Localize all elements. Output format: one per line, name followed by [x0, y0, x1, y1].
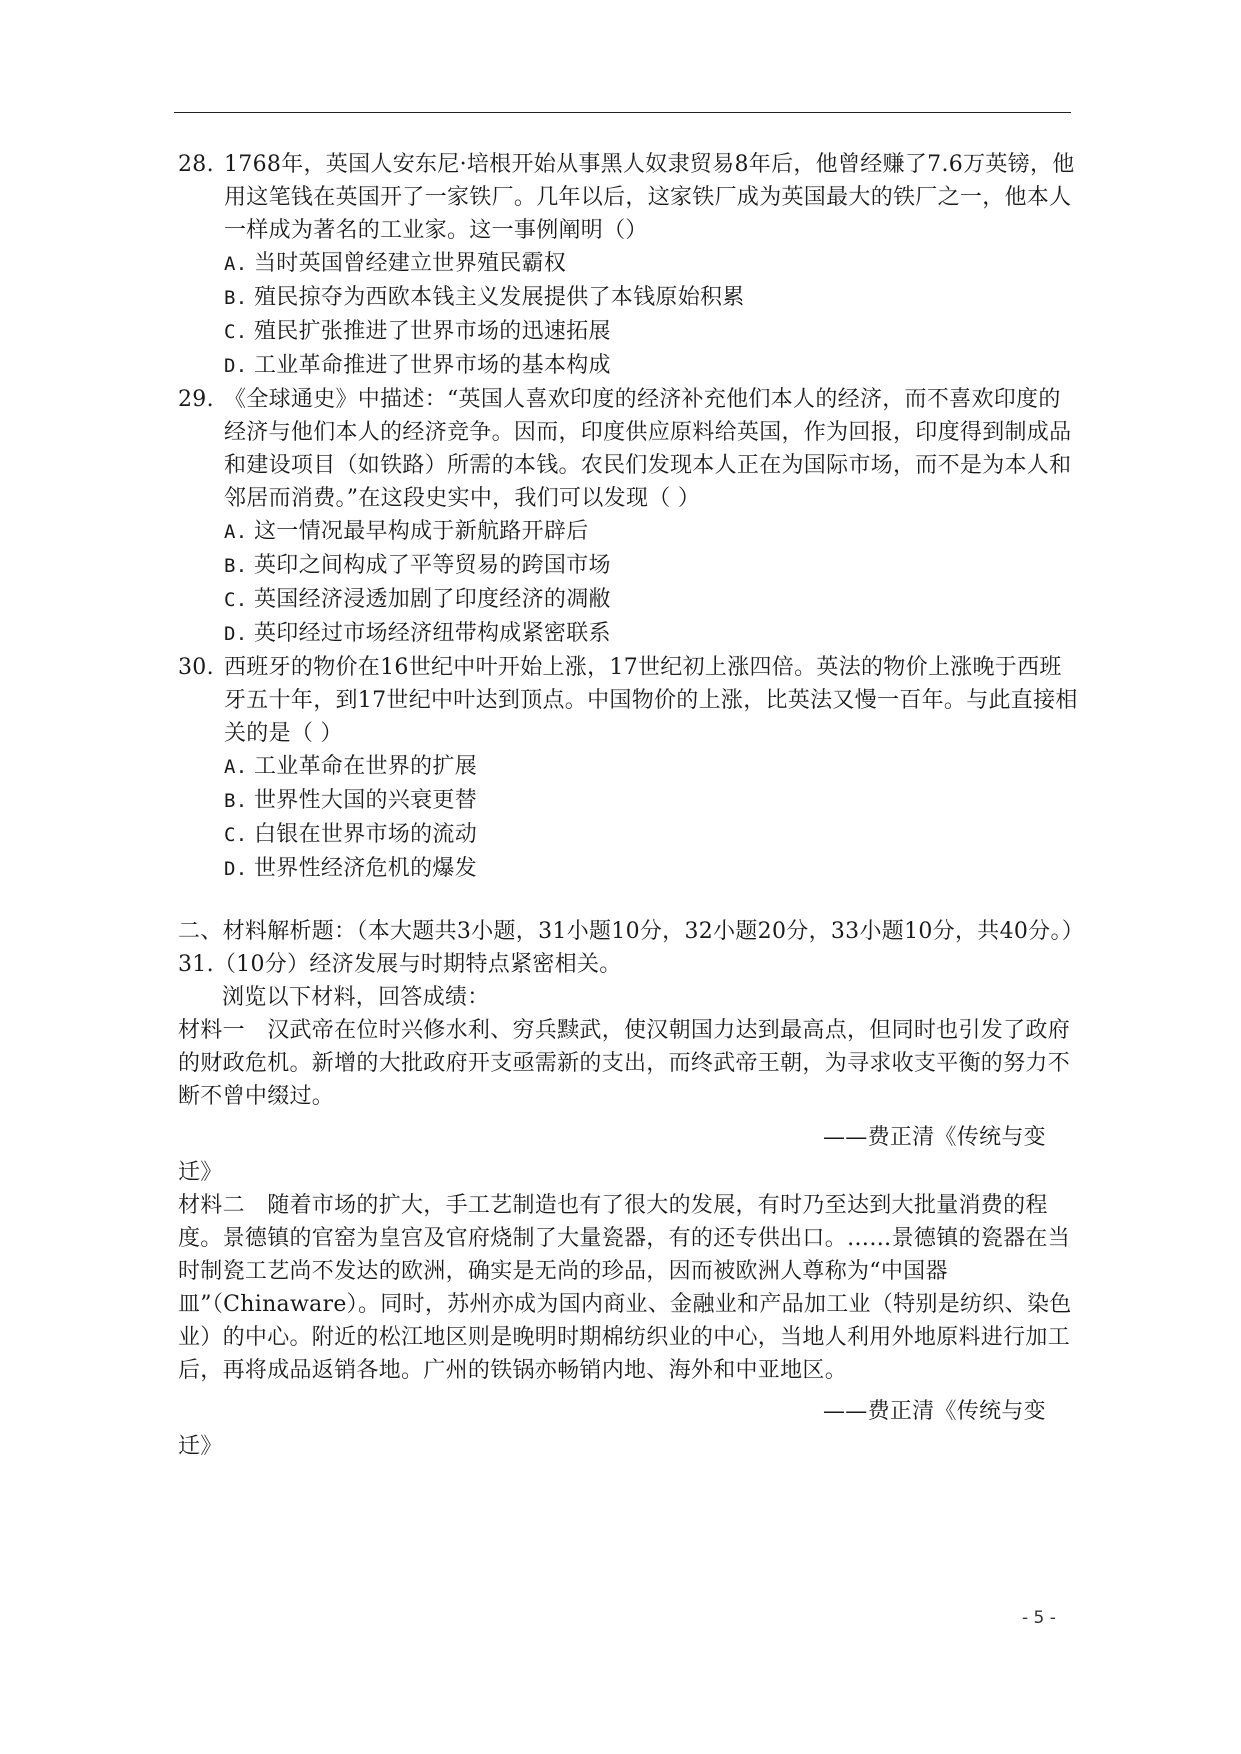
material-2-source: ——费正清《传统与变 [822, 1399, 1046, 1424]
option-label: C. [224, 589, 248, 611]
question-29 [178, 383, 1078, 651]
option-d [178, 349, 1078, 383]
option-text: 英印之间构成了平等贸易的跨国市场 [254, 553, 611, 578]
option-text: 英国经济浸透加剧了印度经济的凋敝 [254, 587, 611, 612]
question-stem: 《全球通史》中描述：“英国人喜欢印度的经济补充他们本人的经济，而不喜欢印度的经济与他们本人的经济竞争。因而，印度供应原料给英国，作为回报，印度得到制成品和建设项目（如铁路）所需的本钱。农民们发现本人正在为国际市场，而不是为本人和邻居而消费。”在这段史实中，我们可以发现（ ） [224, 387, 1072, 511]
option-a [178, 515, 1078, 549]
option-label: B. [224, 287, 248, 309]
option-text: 工业革命推进了世界市场的基本构成 [254, 353, 611, 378]
instruction: 浏览以下材料，回答成绩： [222, 985, 490, 1010]
option-b [178, 281, 1078, 315]
material-2-source-cont: 迁》 [178, 1434, 223, 1459]
option-label: C. [224, 321, 248, 343]
option-label: D. [224, 858, 248, 880]
option-text: 当时英国曾经建立世界殖民霸权 [254, 251, 567, 276]
option-label: C. [224, 824, 248, 846]
option-label: D. [224, 355, 248, 377]
option-c [178, 583, 1078, 617]
option-a [178, 750, 1078, 784]
option-text: 英印经过市场经济纽带构成紧密联系 [254, 621, 611, 646]
option-text: 殖民掠夺为西欧本钱主义发展提供了本钱原始积累 [254, 285, 745, 310]
option-b [178, 784, 1078, 818]
option-label: B. [224, 790, 248, 812]
option-text: 工业革命在世界的扩展 [254, 754, 478, 779]
question-30 [178, 651, 1078, 886]
option-label: A. [224, 253, 248, 275]
option-d [178, 617, 1078, 651]
option-text: 殖民扩张推进了世界市场的迅速拓展 [254, 319, 611, 344]
option-c [178, 818, 1078, 852]
question-stem: 西班牙的物价在16世纪中叶开始上涨，17世纪初上涨四倍。英法的物价上涨晚于西班牙五十年，到17世纪中叶达到顶点。中国物价的上涨，比英法又慢一百年。与此直接相关的是（ ） [224, 655, 1078, 746]
option-d [178, 852, 1078, 886]
question-31-title: 31.（10分）经济发展与时期特点紧密相关。 [178, 952, 622, 977]
material-2: 材料二 随着市场的扩大，手工艺制造也有了很大的发展，有时乃至达到大批量消费的程度。景德镇的官窑为皇宫及官府烧制了大量瓷器，有的还专供出口。……景德镇的瓷器在当时制瓷工艺尚不发达的欧洲，确实是无尚的珍品，因而被欧洲人尊称为“中国器皿”（Chinaware）。同时，苏州亦成为国内商业、金融业和产品加工业（特别是纺织、染色业）的中心。附近的松江地区则是晚明时期棉纺织业的中心，当地人利用外地原料进行加工后，再将成品返销各地。广州的铁锅亦畅销内地、海外和中亚地区。 [178, 1193, 1072, 1383]
section-heading: 二、材料解析题：（本大题共3小题，31小题10分，32小题20分，33小题10分，共40分。） [178, 919, 1085, 944]
document-body [178, 148, 1085, 1463]
section-2 [178, 915, 1085, 1463]
question-number: 29. [178, 387, 214, 412]
option-c [178, 315, 1078, 349]
question-stem: 1768年，英国人安东尼·培根开始从事黑人奴隶贸易8年后，他曾经赚了7.6万英镑，他用这笔钱在英国开了一家铁厂。几年以后，这家铁厂成为英国最大的铁厂之一，他本人一样成为著名的工业家。这一事例阐明（） [224, 152, 1075, 243]
option-text: 这一情况最早构成于新航路开辟后 [254, 519, 589, 544]
option-label: A. [224, 521, 248, 543]
header-rule [174, 112, 1071, 113]
option-text: 世界性经济危机的爆发 [254, 856, 478, 881]
option-b [178, 549, 1078, 583]
option-a [178, 247, 1078, 281]
option-label: D. [224, 623, 248, 645]
option-text: 白银在世界市场的流动 [254, 822, 478, 847]
option-text: 世界性大国的兴衰更替 [254, 788, 478, 813]
question-number: 28. [178, 152, 214, 177]
question-number: 30. [178, 655, 214, 680]
material-1: 材料一 汉武帝在位时兴修水利、穷兵黩武，使汉朝国力达到最高点，但同时也引发了政府的财政危机。新增的大批政府开支亟需新的支出，而终武帝王朝，为寻求收支平衡的努力不断不曾中缀过。 [178, 1018, 1071, 1109]
option-label: A. [224, 756, 248, 778]
material-1-source-cont: 迁》 [178, 1160, 223, 1185]
question-28 [178, 148, 1078, 383]
option-label: B. [224, 555, 248, 577]
page-number: - 5 - [1022, 1608, 1056, 1628]
material-1-source: ——费正清《传统与变 [822, 1125, 1046, 1150]
